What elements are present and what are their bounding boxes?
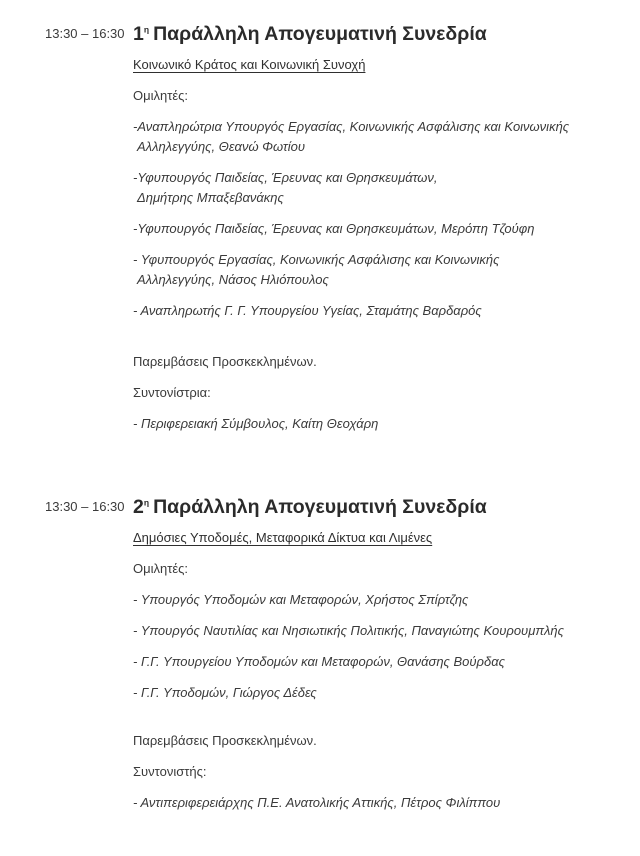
session-title <box>133 497 630 517</box>
speaker-line: Αλληλεγγύης, Θεανώ Φωτίου <box>137 139 306 154</box>
speaker-line: - Γ.Γ. Υποδομών, Γιώργος Δέδες <box>133 685 317 700</box>
moderator-line: - Περιφερειακή Σύμβουλος, Καίτη Θεοχάρη <box>133 416 379 431</box>
speaker-item <box>133 621 630 641</box>
moderator-label: Συντονίστρια: <box>133 385 211 400</box>
speaker-item <box>133 250 630 290</box>
interventions-note: Παρεμβάσεις Προσκεκλημένων. <box>133 354 317 369</box>
speaker-line: -Αναπληρώτρια Υπουργός Εργασίας, Κοινωνικής Ασφάλισης και Κοινωνικής <box>133 119 570 134</box>
session-title-text: Παράλληλη Απογευματινή Συνεδρία <box>153 496 487 518</box>
speaker-line: - Υπουργός Υποδομών και Μεταφορών, Χρήστος Σπίρτζης <box>133 592 469 607</box>
session-time: 13:30 – 16:30 <box>45 26 125 41</box>
session-title-text: Παράλληλη Απογευματινή Συνεδρία <box>153 23 487 45</box>
session-title <box>133 24 630 44</box>
session-1 <box>0 24 640 434</box>
session-topic: Κοινωνικό Κράτος και Κοινωνική Συνοχή <box>133 57 366 72</box>
moderator-line: - Αντιπεριφερειάρχης Π.Ε. Ανατολικής Αττικής, Πέτρος Φιλίππου <box>133 795 501 810</box>
session-number: 1 <box>133 23 144 45</box>
speaker-item <box>133 652 630 672</box>
session-number: 2 <box>133 496 144 518</box>
speaker-line: - Αναπληρωτής Γ. Γ. Υπουργείου Υγείας, Σταμάτης Βαρδαρός <box>133 303 482 318</box>
speaker-line: - Υφυπουργός Εργασίας, Κοινωνικής Ασφάλισης και Κοινωνικής <box>133 252 500 267</box>
speaker-line: - Υπουργός Ναυτιλίας και Νησιωτικής Πολιτικής, Παναγιώτης Κουρουμπλής <box>133 623 564 638</box>
session-ordinal-suffix: η <box>143 24 150 35</box>
interventions-note: Παρεμβάσεις Προσκεκλημένων. <box>133 733 317 748</box>
speaker-line: Αλληλεγγύης, Νάσος Ηλιόπουλος <box>137 272 329 287</box>
speaker-item <box>133 219 630 239</box>
speaker-item <box>133 168 630 208</box>
speaker-item <box>133 683 630 703</box>
speakers-label: Ομιλητές: <box>133 561 189 576</box>
session-time: 13:30 – 16:30 <box>45 499 125 514</box>
speakers-label: Ομιλητές: <box>133 88 189 103</box>
speaker-item <box>133 301 630 321</box>
session-topic: Δημόσιες Υποδομές, Μεταφορικά Δίκτυα και Λιμένες <box>133 530 433 545</box>
speaker-line: Δημήτρης Μπαξεβανάκης <box>137 190 284 205</box>
moderator-label: Συντονιστής: <box>133 764 207 779</box>
session-ordinal-suffix: η <box>143 497 150 508</box>
speaker-item <box>133 590 630 610</box>
speaker-line: -Υφυπουργός Παιδείας, Έρευνας και Θρησκευμάτων, <box>133 170 438 185</box>
speaker-line: - Γ.Γ. Υπουργείου Υποδομών και Μεταφορών, Θανάσης Βούρδας <box>133 654 505 669</box>
speaker-line: -Υφυπουργός Παιδείας, Έρευνας και Θρησκευμάτων, Μερόπη Τζούφη <box>133 221 535 236</box>
session-2 <box>0 497 640 813</box>
speaker-item <box>133 117 630 157</box>
